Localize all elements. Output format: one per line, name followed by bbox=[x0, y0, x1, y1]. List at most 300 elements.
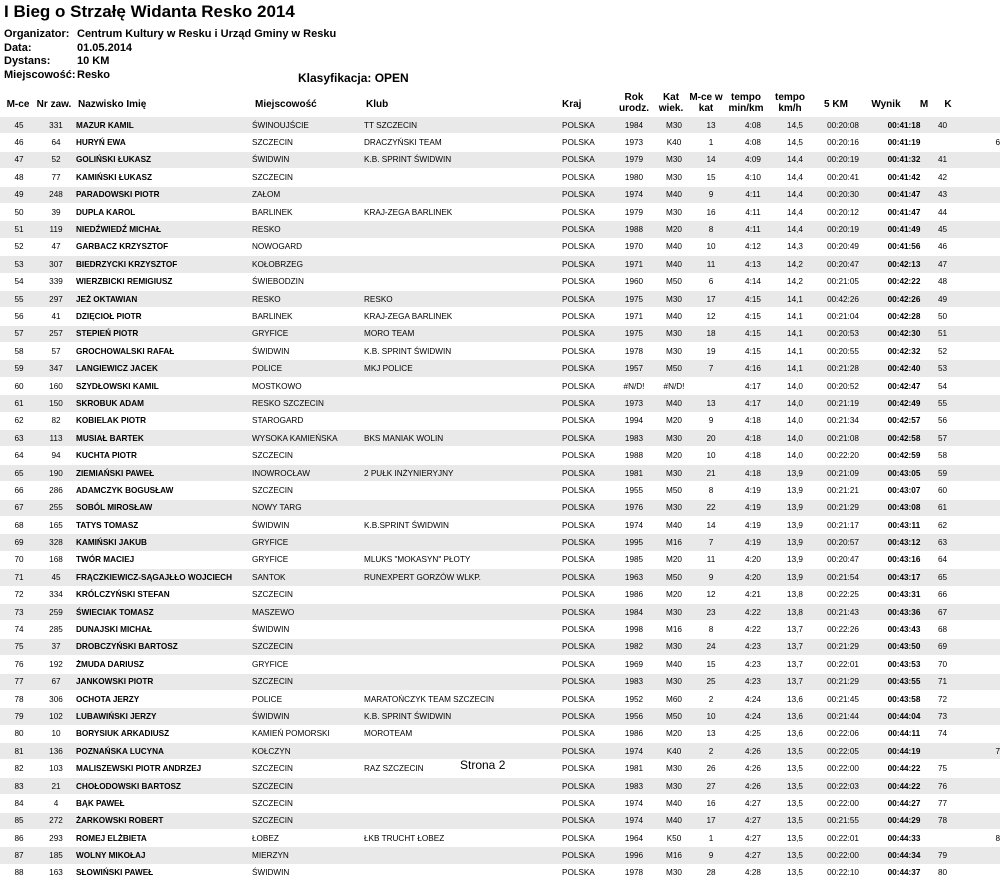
cell-women-place bbox=[974, 290, 1000, 307]
cell-women-place bbox=[974, 499, 1000, 516]
cell-bib: 4 bbox=[36, 795, 74, 812]
cell-birth-year: 1978 bbox=[610, 864, 656, 881]
cell-place: 56 bbox=[0, 308, 36, 325]
table-row bbox=[0, 151, 1000, 168]
cell-name: ŻMUDA DARIUSZ bbox=[74, 656, 250, 673]
cell-bib: 192 bbox=[36, 656, 74, 673]
cell-result: 00:42:32 bbox=[870, 343, 936, 360]
cell-place: 74 bbox=[0, 621, 36, 638]
meta-value: 10 KM bbox=[77, 55, 110, 67]
cell-bib: 41 bbox=[36, 308, 74, 325]
cell-club: K.B. SPRINT ŚWIDWIN bbox=[362, 151, 560, 168]
cell-category: M50 bbox=[656, 360, 690, 377]
header-country: Kraj bbox=[562, 99, 582, 110]
cell-bib: 286 bbox=[36, 482, 74, 499]
cell-category-place: 12 bbox=[690, 586, 730, 603]
table-row bbox=[0, 690, 1000, 707]
cell-category: M20 bbox=[656, 725, 690, 742]
cell-result: 00:41:18 bbox=[870, 117, 936, 134]
cell-women-place bbox=[974, 569, 1000, 586]
cell-name: KAMIŃSKI JAKUB bbox=[74, 534, 250, 551]
cell-club: RAZ SZCZECIN bbox=[362, 760, 560, 777]
cell-country: POLSKA bbox=[560, 847, 610, 864]
cell-name: JANKOWSKI PIOTR bbox=[74, 673, 250, 690]
cell-bib: 168 bbox=[36, 551, 74, 568]
cell-result: 00:42:26 bbox=[870, 290, 936, 307]
cell-name: TWÓR MACIEJ bbox=[74, 551, 250, 568]
cell-bib: 190 bbox=[36, 464, 74, 481]
cell-birth-year: 1988 bbox=[610, 447, 656, 464]
page-title: I Bieg o Strzałę Widanta Resko 2014 bbox=[4, 2, 295, 21]
cell-country: POLSKA bbox=[560, 760, 610, 777]
cell-place: 86 bbox=[0, 830, 36, 847]
cell-city: ZAŁOM bbox=[250, 186, 362, 203]
cell-city: POLICE bbox=[250, 360, 362, 377]
cell-pace: 4:17 bbox=[730, 395, 774, 412]
cell-men-place: 55 bbox=[936, 395, 974, 412]
cell-category: M40 bbox=[656, 238, 690, 255]
cell-club: KRAJ-ZEGA BARLINEK bbox=[362, 308, 560, 325]
header-bib: Nr zaw. bbox=[36, 99, 72, 110]
cell-women-place bbox=[974, 395, 1000, 412]
header-place: M-ce bbox=[6, 99, 30, 110]
cell-bib: 102 bbox=[36, 708, 74, 725]
cell-result: 00:41:42 bbox=[870, 169, 936, 186]
cell-result: 00:44:11 bbox=[870, 725, 936, 742]
cell-women-place bbox=[974, 551, 1000, 568]
cell-women-place bbox=[974, 151, 1000, 168]
header-category-place: M-ce w kat bbox=[689, 92, 723, 114]
cell-pace: 4:26 bbox=[730, 777, 774, 794]
cell-result: 00:41:32 bbox=[870, 151, 936, 168]
cell-women-place bbox=[974, 777, 1000, 794]
cell-country: POLSKA bbox=[560, 447, 610, 464]
cell-club bbox=[362, 812, 560, 829]
cell-men-place: 67 bbox=[936, 603, 974, 620]
cell-category-place: 15 bbox=[690, 656, 730, 673]
cell-women-place bbox=[974, 482, 1000, 499]
cell-birth-year: 1981 bbox=[610, 464, 656, 481]
cell-club: ŁKB TRUCHT ŁOBEZ bbox=[362, 830, 560, 847]
cell-category-place: 20 bbox=[690, 430, 730, 447]
cell-name: WOLNY MIKOŁAJ bbox=[74, 847, 250, 864]
cell-pace: 4:11 bbox=[730, 221, 774, 238]
cell-country: POLSKA bbox=[560, 134, 610, 151]
cell-category-place bbox=[690, 377, 730, 394]
cell-result: 00:42:13 bbox=[870, 256, 936, 273]
cell-pace: 4:15 bbox=[730, 325, 774, 342]
cell-men-place: 63 bbox=[936, 534, 974, 551]
cell-category-place: 2 bbox=[690, 690, 730, 707]
header-women-place: K bbox=[944, 99, 952, 110]
cell-category: M30 bbox=[656, 603, 690, 620]
cell-club bbox=[362, 586, 560, 603]
cell-city: INOWROCŁAW bbox=[250, 464, 362, 481]
cell-bib: 67 bbox=[36, 673, 74, 690]
cell-club bbox=[362, 673, 560, 690]
cell-men-place: 66 bbox=[936, 586, 974, 603]
cell-men-place: 54 bbox=[936, 377, 974, 394]
cell-women-place bbox=[974, 516, 1000, 533]
cell-bib: 52 bbox=[36, 151, 74, 168]
cell-result: 00:43:43 bbox=[870, 621, 936, 638]
cell-place: 58 bbox=[0, 343, 36, 360]
cell-country: POLSKA bbox=[560, 673, 610, 690]
cell-place: 47 bbox=[0, 151, 36, 168]
cell-city: RESKO bbox=[250, 221, 362, 238]
cell-pace: 4:22 bbox=[730, 621, 774, 638]
cell-bib: 57 bbox=[36, 343, 74, 360]
cell-category-place: 15 bbox=[690, 169, 730, 186]
cell-result: 00:42:47 bbox=[870, 377, 936, 394]
cell-pace: 4:26 bbox=[730, 743, 774, 760]
cell-name: KAMIŃSKI ŁUKASZ bbox=[74, 169, 250, 186]
cell-birth-year: 1969 bbox=[610, 656, 656, 673]
cell-bib: 339 bbox=[36, 273, 74, 290]
cell-women-place bbox=[974, 603, 1000, 620]
cell-birth-year: 1995 bbox=[610, 534, 656, 551]
cell-women-place bbox=[974, 430, 1000, 447]
cell-category: K50 bbox=[656, 830, 690, 847]
cell-place: 68 bbox=[0, 516, 36, 533]
cell-speed: 14,4 bbox=[774, 221, 814, 238]
cell-bib: 257 bbox=[36, 325, 74, 342]
cell-category-place: 14 bbox=[690, 151, 730, 168]
cell-pace: 4:09 bbox=[730, 151, 774, 168]
cell-men-place: 60 bbox=[936, 482, 974, 499]
cell-result: 00:43:11 bbox=[870, 516, 936, 533]
cell-men-place: 47 bbox=[936, 256, 974, 273]
cell-speed: 14,1 bbox=[774, 343, 814, 360]
cell-club: MKJ POLICE bbox=[362, 360, 560, 377]
cell-country: POLSKA bbox=[560, 151, 610, 168]
cell-result: 00:42:57 bbox=[870, 412, 936, 429]
cell-speed: 13,9 bbox=[774, 516, 814, 533]
cell-place: 75 bbox=[0, 638, 36, 655]
cell-city: GRYFICE bbox=[250, 534, 362, 551]
cell-result: 00:42:22 bbox=[870, 273, 936, 290]
cell-country: POLSKA bbox=[560, 516, 610, 533]
cell-women-place bbox=[974, 412, 1000, 429]
cell-club bbox=[362, 273, 560, 290]
cell-category: M30 bbox=[656, 760, 690, 777]
cell-speed: 14,1 bbox=[774, 308, 814, 325]
cell-name: STEPIEŃ PIOTR bbox=[74, 325, 250, 342]
cell-category-place: 6 bbox=[690, 273, 730, 290]
header-club: Klub bbox=[366, 99, 389, 110]
cell-birth-year: 1973 bbox=[610, 395, 656, 412]
header-speed: tempo km/h bbox=[775, 92, 805, 114]
cell-pace: 4:23 bbox=[730, 656, 774, 673]
table-row bbox=[0, 447, 1000, 464]
cell-place: 80 bbox=[0, 725, 36, 742]
table-row bbox=[0, 586, 1000, 603]
cell-category: M20 bbox=[656, 412, 690, 429]
cell-place: 63 bbox=[0, 430, 36, 447]
cell-bib: 160 bbox=[36, 377, 74, 394]
cell-pace: 4:20 bbox=[730, 551, 774, 568]
cell-split-5km: 00:20:41 bbox=[814, 169, 870, 186]
header-result: Wynik bbox=[871, 99, 901, 110]
cell-bib: 39 bbox=[36, 203, 74, 220]
cell-speed: 14,1 bbox=[774, 325, 814, 342]
cell-birth-year: 1983 bbox=[610, 673, 656, 690]
cell-category: M30 bbox=[656, 464, 690, 481]
cell-category-place: 8 bbox=[690, 221, 730, 238]
cell-country: POLSKA bbox=[560, 203, 610, 220]
table-row bbox=[0, 830, 1000, 847]
cell-name: ŻARKOWSKI ROBERT bbox=[74, 812, 250, 829]
cell-speed: 13,5 bbox=[774, 864, 814, 881]
cell-split-5km: 00:21:45 bbox=[814, 690, 870, 707]
cell-bib: 94 bbox=[36, 447, 74, 464]
cell-country: POLSKA bbox=[560, 569, 610, 586]
cell-country: POLSKA bbox=[560, 534, 610, 551]
cell-name: GROCHOWALSKI RAFAŁ bbox=[74, 343, 250, 360]
cell-speed: 13,7 bbox=[774, 638, 814, 655]
cell-category-place: 18 bbox=[690, 325, 730, 342]
cell-city: STAROGARD bbox=[250, 412, 362, 429]
cell-category-place: 27 bbox=[690, 777, 730, 794]
cell-speed: 13,6 bbox=[774, 708, 814, 725]
cell-category-place: 8 bbox=[690, 482, 730, 499]
cell-name: PARADOWSKI PIOTR bbox=[74, 186, 250, 203]
cell-speed: 13,9 bbox=[774, 482, 814, 499]
cell-women-place bbox=[974, 447, 1000, 464]
cell-pace: 4:16 bbox=[730, 360, 774, 377]
cell-birth-year: 1952 bbox=[610, 690, 656, 707]
cell-place: 48 bbox=[0, 169, 36, 186]
cell-birth-year: 1985 bbox=[610, 551, 656, 568]
cell-city: KOŁOBRZEG bbox=[250, 256, 362, 273]
cell-speed: 13,7 bbox=[774, 621, 814, 638]
table-row bbox=[0, 638, 1000, 655]
cell-result: 00:41:49 bbox=[870, 221, 936, 238]
cell-club bbox=[362, 447, 560, 464]
cell-men-place: 46 bbox=[936, 238, 974, 255]
cell-place: 70 bbox=[0, 551, 36, 568]
cell-category-place: 2 bbox=[690, 743, 730, 760]
cell-split-5km: 00:21:43 bbox=[814, 603, 870, 620]
meta-row bbox=[4, 55, 336, 69]
cell-bib: 119 bbox=[36, 221, 74, 238]
cell-men-place: 77 bbox=[936, 795, 974, 812]
cell-speed: 13,8 bbox=[774, 603, 814, 620]
cell-name: MUSIAŁ BARTEK bbox=[74, 430, 250, 447]
cell-speed: 14,1 bbox=[774, 290, 814, 307]
cell-bib: 82 bbox=[36, 412, 74, 429]
cell-pace: 4:15 bbox=[730, 308, 774, 325]
cell-split-5km: 00:22:00 bbox=[814, 795, 870, 812]
cell-split-5km: 00:22:10 bbox=[814, 864, 870, 881]
cell-city: BARLINEK bbox=[250, 308, 362, 325]
cell-name: KRÓLCZYŃSKI STEFAN bbox=[74, 586, 250, 603]
cell-bib: 328 bbox=[36, 534, 74, 551]
cell-place: 78 bbox=[0, 690, 36, 707]
cell-women-place bbox=[974, 238, 1000, 255]
meta-key: Organizator: bbox=[4, 28, 70, 40]
cell-place: 73 bbox=[0, 603, 36, 620]
cell-birth-year: 1971 bbox=[610, 308, 656, 325]
cell-men-place: 49 bbox=[936, 290, 974, 307]
cell-pace: 4:18 bbox=[730, 412, 774, 429]
cell-pace: 4:11 bbox=[730, 203, 774, 220]
cell-speed: 14,4 bbox=[774, 203, 814, 220]
cell-speed: 13,6 bbox=[774, 725, 814, 742]
cell-club bbox=[362, 412, 560, 429]
cell-speed: 14,0 bbox=[774, 377, 814, 394]
cell-city: RESKO SZCZECIN bbox=[250, 395, 362, 412]
cell-bib: 165 bbox=[36, 516, 74, 533]
cell-place: 85 bbox=[0, 812, 36, 829]
cell-category: M20 bbox=[656, 447, 690, 464]
cell-category: M30 bbox=[656, 638, 690, 655]
cell-club bbox=[362, 256, 560, 273]
cell-name: SKROBUK ADAM bbox=[74, 395, 250, 412]
cell-birth-year: 1984 bbox=[610, 603, 656, 620]
cell-birth-year: 1986 bbox=[610, 586, 656, 603]
cell-name: TATYS TOMASZ bbox=[74, 516, 250, 533]
cell-birth-year: 1986 bbox=[610, 725, 656, 742]
cell-place: 55 bbox=[0, 290, 36, 307]
cell-city: SZCZECIN bbox=[250, 795, 362, 812]
cell-city: ŚWIDWIN bbox=[250, 151, 362, 168]
cell-bib: 347 bbox=[36, 360, 74, 377]
cell-speed: 14,0 bbox=[774, 395, 814, 412]
cell-result: 00:43:31 bbox=[870, 586, 936, 603]
classification-label: Klasyfikacja: OPEN bbox=[298, 71, 409, 85]
cell-club bbox=[362, 656, 560, 673]
cell-place: 45 bbox=[0, 117, 36, 134]
cell-name: GARBACZ KRZYSZTOF bbox=[74, 238, 250, 255]
cell-speed: 14,0 bbox=[774, 430, 814, 447]
cell-result: 00:41:47 bbox=[870, 186, 936, 203]
cell-split-5km: 00:22:03 bbox=[814, 777, 870, 794]
cell-club bbox=[362, 864, 560, 881]
cell-women-place: 8 bbox=[974, 830, 1000, 847]
cell-city: MASZEWO bbox=[250, 603, 362, 620]
cell-result: 00:43:36 bbox=[870, 603, 936, 620]
cell-men-place: 80 bbox=[936, 864, 974, 881]
cell-place: 53 bbox=[0, 256, 36, 273]
cell-split-5km: 00:21:28 bbox=[814, 360, 870, 377]
table-row bbox=[0, 256, 1000, 273]
cell-name: SZYDŁOWSKI KAMIL bbox=[74, 377, 250, 394]
cell-category: M30 bbox=[656, 343, 690, 360]
cell-category: M30 bbox=[656, 203, 690, 220]
cell-name: HURYŃ EWA bbox=[74, 134, 250, 151]
cell-women-place bbox=[974, 638, 1000, 655]
cell-men-place: 61 bbox=[936, 499, 974, 516]
cell-women-place bbox=[974, 169, 1000, 186]
cell-city: ŚWIDWIN bbox=[250, 621, 362, 638]
cell-city: RESKO bbox=[250, 290, 362, 307]
cell-country: POLSKA bbox=[560, 117, 610, 134]
cell-category-place: 26 bbox=[690, 760, 730, 777]
cell-place: 81 bbox=[0, 743, 36, 760]
cell-name: JEŻ OKTAWIAN bbox=[74, 290, 250, 307]
table-row bbox=[0, 516, 1000, 533]
table-row bbox=[0, 499, 1000, 516]
cell-women-place bbox=[974, 708, 1000, 725]
cell-place: 46 bbox=[0, 134, 36, 151]
cell-club: TT SZCZECIN bbox=[362, 117, 560, 134]
cell-split-5km: 00:20:30 bbox=[814, 186, 870, 203]
cell-category-place: 17 bbox=[690, 812, 730, 829]
cell-birth-year: 1979 bbox=[610, 151, 656, 168]
cell-place: 83 bbox=[0, 777, 36, 794]
cell-place: 87 bbox=[0, 847, 36, 864]
cell-result: 00:44:37 bbox=[870, 864, 936, 881]
cell-men-place: 74 bbox=[936, 725, 974, 742]
cell-bib: 103 bbox=[36, 760, 74, 777]
cell-country: POLSKA bbox=[560, 273, 610, 290]
table-row bbox=[0, 777, 1000, 794]
cell-women-place bbox=[974, 343, 1000, 360]
cell-place: 66 bbox=[0, 482, 36, 499]
cell-city: NOWOGARD bbox=[250, 238, 362, 255]
cell-name: BIEDRZYCKI KRZYSZTOF bbox=[74, 256, 250, 273]
cell-category-place: 13 bbox=[690, 725, 730, 742]
cell-country: POLSKA bbox=[560, 638, 610, 655]
cell-city: SZCZECIN bbox=[250, 673, 362, 690]
cell-speed: 13,5 bbox=[774, 830, 814, 847]
cell-club: RESKO bbox=[362, 290, 560, 307]
cell-bib: 150 bbox=[36, 395, 74, 412]
cell-split-5km: 00:21:04 bbox=[814, 308, 870, 325]
cell-category-place: 25 bbox=[690, 673, 730, 690]
cell-category: M50 bbox=[656, 482, 690, 499]
cell-place: 64 bbox=[0, 447, 36, 464]
cell-place: 60 bbox=[0, 377, 36, 394]
cell-name: BĄK PAWEŁ bbox=[74, 795, 250, 812]
cell-club bbox=[362, 395, 560, 412]
cell-place: 49 bbox=[0, 186, 36, 203]
cell-split-5km: 00:21:29 bbox=[814, 499, 870, 516]
cell-place: 67 bbox=[0, 499, 36, 516]
cell-men-place: 68 bbox=[936, 621, 974, 638]
cell-result: 00:42:40 bbox=[870, 360, 936, 377]
cell-country: POLSKA bbox=[560, 360, 610, 377]
cell-result: 00:42:49 bbox=[870, 395, 936, 412]
cell-category: M20 bbox=[656, 586, 690, 603]
cell-club bbox=[362, 603, 560, 620]
table-row bbox=[0, 464, 1000, 481]
cell-category: M50 bbox=[656, 708, 690, 725]
cell-split-5km: 00:20:19 bbox=[814, 151, 870, 168]
cell-speed: 14,4 bbox=[774, 151, 814, 168]
cell-city: SZCZECIN bbox=[250, 134, 362, 151]
cell-category: M50 bbox=[656, 569, 690, 586]
cell-women-place bbox=[974, 273, 1000, 290]
cell-name: MALISZEWSKI PIOTR ANDRZEJ bbox=[74, 760, 250, 777]
cell-women-place bbox=[974, 377, 1000, 394]
cell-name: KUCHTA PIOTR bbox=[74, 447, 250, 464]
cell-country: POLSKA bbox=[560, 377, 610, 394]
cell-bib: 136 bbox=[36, 743, 74, 760]
cell-club bbox=[362, 377, 560, 394]
cell-category-place: 10 bbox=[690, 238, 730, 255]
cell-women-place bbox=[974, 464, 1000, 481]
meta-key: Data: bbox=[4, 41, 32, 54]
cell-split-5km: 00:20:47 bbox=[814, 256, 870, 273]
cell-club: K.B. SPRINT ŚWIDWIN bbox=[362, 343, 560, 360]
cell-category-place: 7 bbox=[690, 534, 730, 551]
cell-result: 00:41:56 bbox=[870, 238, 936, 255]
cell-speed: 13,9 bbox=[774, 534, 814, 551]
header-men-place: M bbox=[919, 99, 929, 110]
cell-speed: 14,4 bbox=[774, 169, 814, 186]
